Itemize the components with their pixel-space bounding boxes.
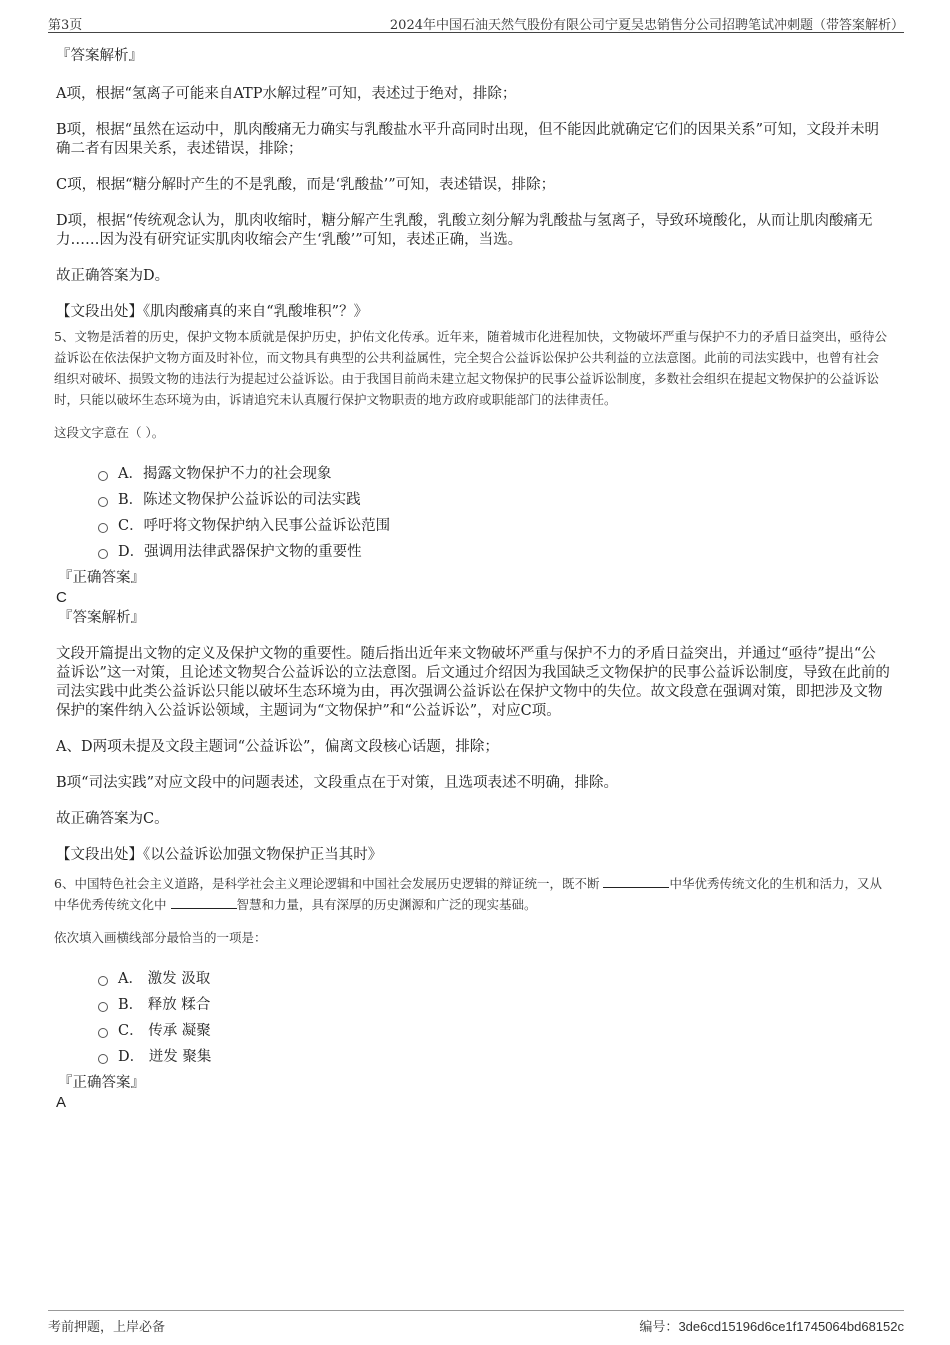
question-6-prompt: 依次填入画横线部分最恰当的一项是： xyxy=(54,930,267,945)
analysis-option-d: D项，根据“传统观念认为，肌肉收缩时，糖分解产生乳酸，乳酸立刻分解为乳酸盐与氢离子，导致环境酸化，从而让肌肉酸痛无力……因为没有研究证实肌肉收缩会产生‘乳酸’”可知，表述正确，当选。 xyxy=(56,213,873,248)
radio-icon[interactable] xyxy=(98,1054,108,1064)
option-b[interactable] xyxy=(98,992,890,1018)
option-label: C．呼吁将文物保护纳入民事公益诉讼范围 xyxy=(118,518,391,534)
correct-answer: A xyxy=(56,1094,67,1111)
stem-text: 6、中国特色社会主义道路，是科学社会主义理论逻辑和中国社会发展历史逻辑的辩证统一，既不断 xyxy=(54,876,600,891)
radio-icon[interactable] xyxy=(98,471,108,481)
radio-icon[interactable] xyxy=(98,497,108,507)
question-6-stem xyxy=(54,873,890,915)
option-label: A．揭露文物保护不力的社会现象 xyxy=(118,466,332,482)
footer-slogan: 考前押题，上岸必备 xyxy=(48,1320,166,1335)
page-footer xyxy=(48,1310,904,1335)
code-value: 3de6cd15196d6ce1f1745064bd68152c xyxy=(678,1319,904,1334)
analysis-paragraph: 文段开篇提出文物的定义及保护文物的重要性。随后指出近年来文物破坏严重与保护不力的矛盾日益突出，并通过“亟待”提出“公益诉讼”这一对策，且论述文物契合公益诉讼的立法意图。后文通过介绍因为我国缺乏文物保护的民事公益诉讼制度，导致在此前的司法实践中此类公益诉讼只能以破坏生态环境为由，再次强调公益诉讼在保护文物中的失位。故文段意在强调对策，即把涉及文物保护的案件纳入公益诉讼领域，主题词为“文物保护”和“公益诉讼”，对应C项。 xyxy=(56,646,890,719)
analysis-paragraph: A、D两项未提及文段主题词“公益诉讼”，偏离文段核心话题，排除； xyxy=(56,739,499,755)
option-d[interactable] xyxy=(98,539,890,565)
question-5-options xyxy=(56,461,890,565)
stem-text: 中华优秀传统文化的生机和活力，又从中华优秀传统文化中 xyxy=(54,876,882,912)
analysis-paragraph: B项“司法实践”对应文段中的问题表述，文段重点在于对策，且选项表述不明确，排除。 xyxy=(56,775,618,791)
option-label: B．陈述文物保护公益诉讼的司法实践 xyxy=(118,492,361,508)
fill-blank xyxy=(171,896,237,909)
analysis-option-a: A项，根据“氢离子可能来自ATP水解过程”可知，表述过于绝对，排除； xyxy=(56,86,517,102)
option-a[interactable] xyxy=(98,966,890,992)
conclusion: 故正确答案为D。 xyxy=(56,268,170,284)
question-6-options xyxy=(56,966,890,1070)
option-b[interactable] xyxy=(98,487,890,513)
option-c[interactable] xyxy=(98,1018,890,1044)
correct-answer: C xyxy=(56,589,67,606)
radio-icon[interactable] xyxy=(98,976,108,986)
fill-blank xyxy=(603,875,669,888)
analysis-option-b: B项，根据“虽然在运动中，肌肉酸痛无力确实与乳酸盐水平升高同时出现，但不能因此就确定它们的因果关系”可知，文段并未明确二者有因果关系，表述错误，排除； xyxy=(56,122,879,157)
document-title: 2024年中国石油天然气股份有限公司宁夏吴忠销售分公司招聘笔试冲刺题（带答案解析） xyxy=(389,18,904,33)
code-label: 编号： xyxy=(639,1320,679,1335)
source-citation: 【文段出处】《肌肉酸痛真的来自“乳酸堆积”？》 xyxy=(56,304,369,320)
page-content xyxy=(56,42,890,1112)
analysis-option-c: C项，根据“糖分解时产生的不是乳酸，而是‘乳酸盐’”可知，表述错误，排除； xyxy=(56,177,556,193)
document-code xyxy=(639,1316,904,1335)
conclusion: 故正确答案为C。 xyxy=(56,811,169,827)
radio-icon[interactable] xyxy=(98,1028,108,1038)
option-c[interactable] xyxy=(98,513,890,539)
analysis-label: 『答案解析』 xyxy=(58,610,145,626)
correct-answer-label: 『正确答案』 xyxy=(58,1075,145,1091)
option-a[interactable] xyxy=(98,461,890,487)
analysis-label: 『答案解析』 xyxy=(56,48,143,64)
option-label: D． 迸发 聚集 xyxy=(118,1049,212,1065)
page-header xyxy=(48,12,904,33)
question-5-prompt: 这段文字意在（ ）。 xyxy=(54,425,165,440)
option-label: B． 释放 糅合 xyxy=(118,997,211,1013)
radio-icon[interactable] xyxy=(98,549,108,559)
question-5-stem: 5、文物是活着的历史，保护文物本质就是保护历史，护佑文化传承。近年来，随着城市化进程加快，文物破坏严重与保护不力的矛盾日益突出，亟待公益诉讼在依法保护文物方面及时补位，而文物具有典型的公共利益属性，完全契合公益诉讼保护公共利益的立法意图。此前的司法实践中，也曾有社会组织对破坏、损毁文物的违法行为提起过公益诉讼。由于我国目前尚未建立起文物保护的民事公益诉讼制度，多数社会组织在提起文物保护的公益诉讼时，只能以破坏生态环境为由，诉请追究未认真履行保护文物职责的地方政府或职能部门的法律责任。 xyxy=(54,329,887,407)
option-label: C． 传承 凝聚 xyxy=(118,1023,211,1039)
radio-icon[interactable] xyxy=(98,523,108,533)
stem-text: 智慧和力量，具有深厚的历史渊源和广泛的现实基础。 xyxy=(236,897,537,912)
option-d[interactable] xyxy=(98,1044,890,1070)
page-number: 第3页 xyxy=(48,18,83,33)
source-citation: 【文段出处】《以公益诉讼加强文物保护正当其时》 xyxy=(56,847,383,863)
radio-icon[interactable] xyxy=(98,1002,108,1012)
option-label: A． 激发 汲取 xyxy=(118,971,211,987)
option-label: D．强调用法律武器保护文物的重要性 xyxy=(118,544,362,560)
correct-answer-label: 『正确答案』 xyxy=(58,570,145,586)
